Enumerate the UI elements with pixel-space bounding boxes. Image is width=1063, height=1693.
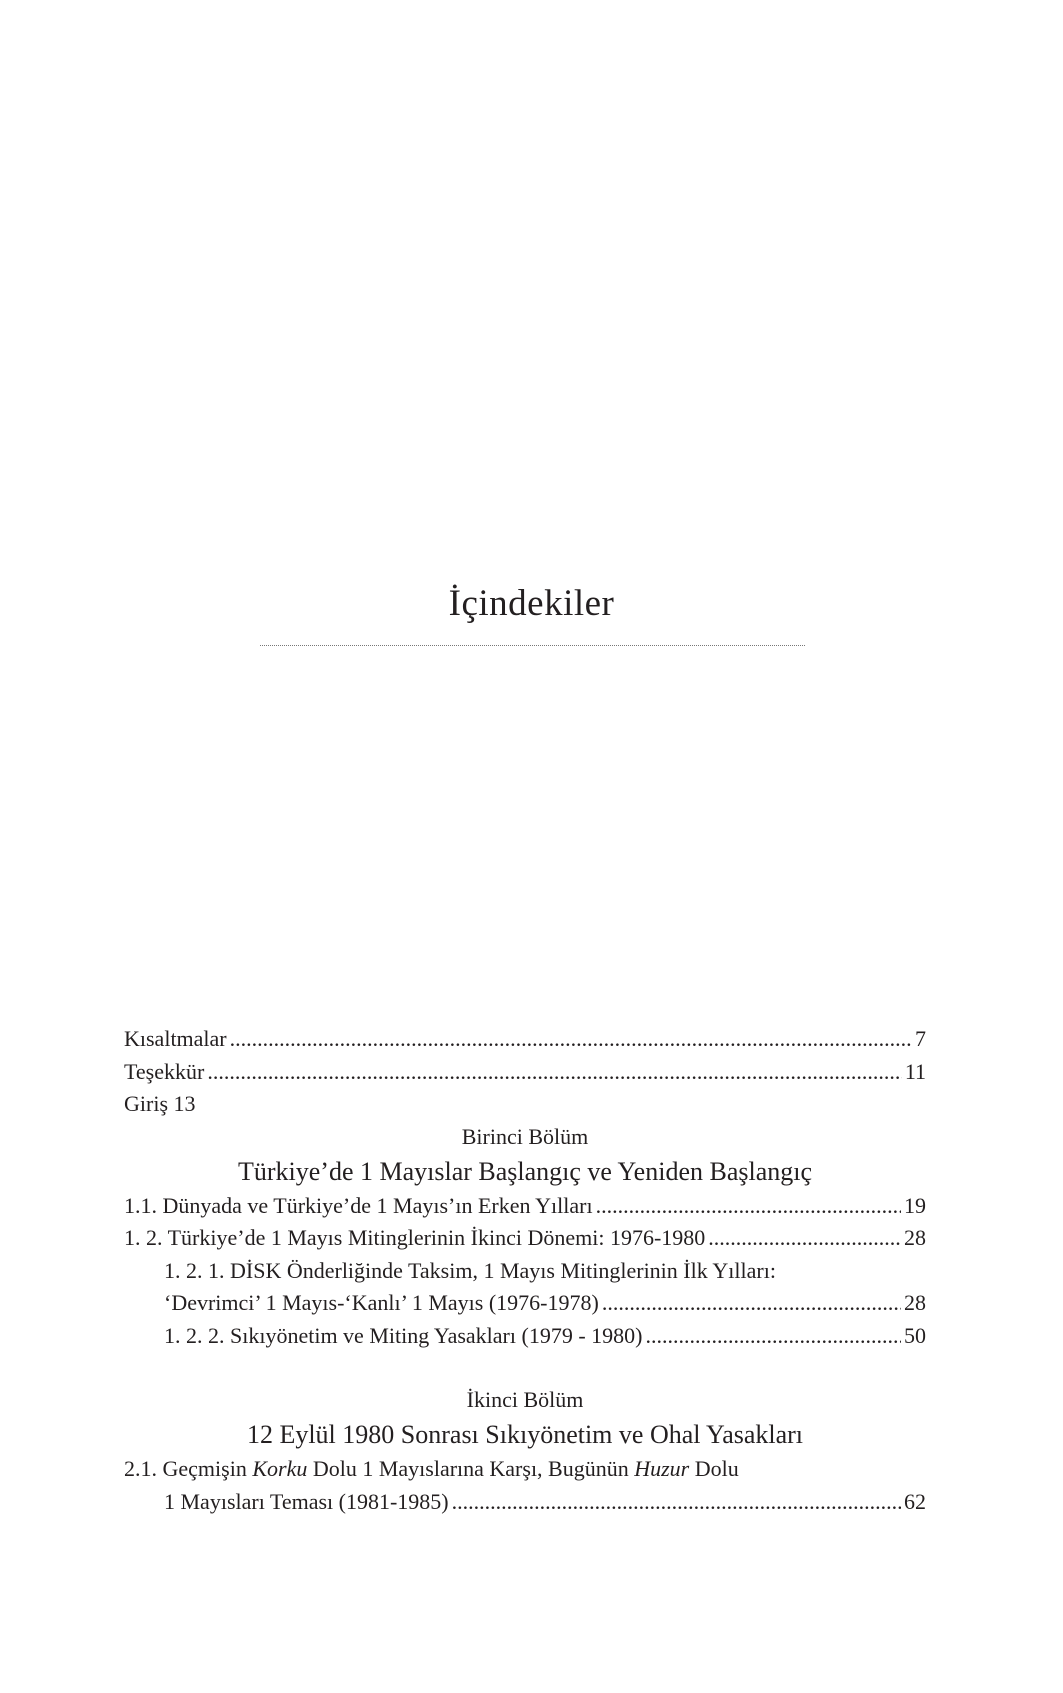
toc-entry-label: 1.1. Dünyada ve Türkiye’de 1 Mayıs’ın Erken Yılları <box>124 1192 593 1218</box>
toc-entry-label: Teşekkür <box>124 1058 205 1084</box>
toc-entry-page: 28 <box>904 1290 926 1315</box>
toc-entry-2-1-line2[interactable] <box>124 1486 926 1519</box>
part2-heading: İkinci Bölüm <box>466 1387 584 1412</box>
page-title: İçindekiler <box>448 583 615 624</box>
dot-leader <box>230 1023 912 1056</box>
toc-entry-page: 28 <box>904 1225 926 1250</box>
toc-entry-acknowledgements[interactable] <box>124 1056 926 1089</box>
toc-entry-emphasis: Korku <box>252 1456 308 1481</box>
toc-entry-abbreviations[interactable] <box>124 1023 926 1056</box>
toc-entry-page: 50 <box>904 1322 926 1348</box>
toc-entry-page: 13 <box>173 1091 196 1116</box>
part1-heading: Birinci Bölüm <box>461 1123 589 1149</box>
toc-entry-label: 1. 2. 1. DİSK Önderliğinde Taksim, 1 Mayıs Mitinglerinin İlk Yılları: <box>164 1257 776 1283</box>
toc-entry-page: 62 <box>904 1488 926 1514</box>
dot-leader <box>708 1222 901 1255</box>
toc-entry-label: Giriş <box>124 1091 168 1116</box>
toc-entry-introduction[interactable] <box>124 1088 926 1121</box>
toc-entry-page: 11 <box>904 1058 926 1084</box>
dot-leader <box>596 1190 901 1223</box>
dot-leader <box>452 1486 901 1519</box>
toc-entry-emphasis: Huzur <box>634 1456 690 1481</box>
toc-entry-page: 19 <box>904 1192 926 1218</box>
toc-entry-page: 7 <box>915 1026 926 1051</box>
dot-leader <box>602 1287 901 1320</box>
toc-entry-1-2[interactable] <box>124 1222 926 1255</box>
dot-leader <box>645 1320 901 1353</box>
part2-title: 12 Eylül 1980 Sonrası Sıkıyönetim ve Ohal Yasakları <box>246 1420 804 1449</box>
section-spacer <box>124 1352 926 1384</box>
toc-entry-1-2-1-line1[interactable] <box>124 1255 926 1288</box>
toc-entry-label: 1. 2. 2. Sıkıyönetim ve Miting Yasakları (1979 - 1980) <box>164 1322 643 1348</box>
toc-entry-1-1[interactable] <box>124 1190 926 1223</box>
toc-entry-label: Kısaltmalar <box>124 1026 227 1051</box>
dot-leader <box>207 1056 901 1089</box>
toc-entry-1-2-1-line2[interactable] <box>124 1287 926 1320</box>
toc-entry-label-middle: Dolu 1 Mayıslarına Karşı, Bugünün <box>312 1456 629 1481</box>
toc-entry-1-2-2[interactable] <box>124 1320 926 1353</box>
title-divider <box>260 645 805 646</box>
toc-entry-label: ‘Devrimci’ 1 Mayıs-‘Kanlı’ 1 Mayıs (1976-1978) <box>164 1290 599 1315</box>
toc-entry-2-1-line1[interactable] <box>124 1453 926 1486</box>
toc-entry-label: 1 Mayısları Teması (1981-1985) <box>164 1488 449 1514</box>
toc-entry-label-suffix: Dolu <box>694 1456 739 1481</box>
part1-title: Türkiye’de 1 Mayıslar Başlangıç ve Yeniden Başlangıç <box>237 1156 813 1186</box>
toc-entry-label: 1. 2. Türkiye’de 1 Mayıs Mitinglerinin İkinci Dönemi: 1976-1980 <box>124 1225 706 1250</box>
table-of-contents <box>124 1023 926 1518</box>
toc-entry-label-prefix: 2.1. Geçmişin <box>124 1456 247 1481</box>
